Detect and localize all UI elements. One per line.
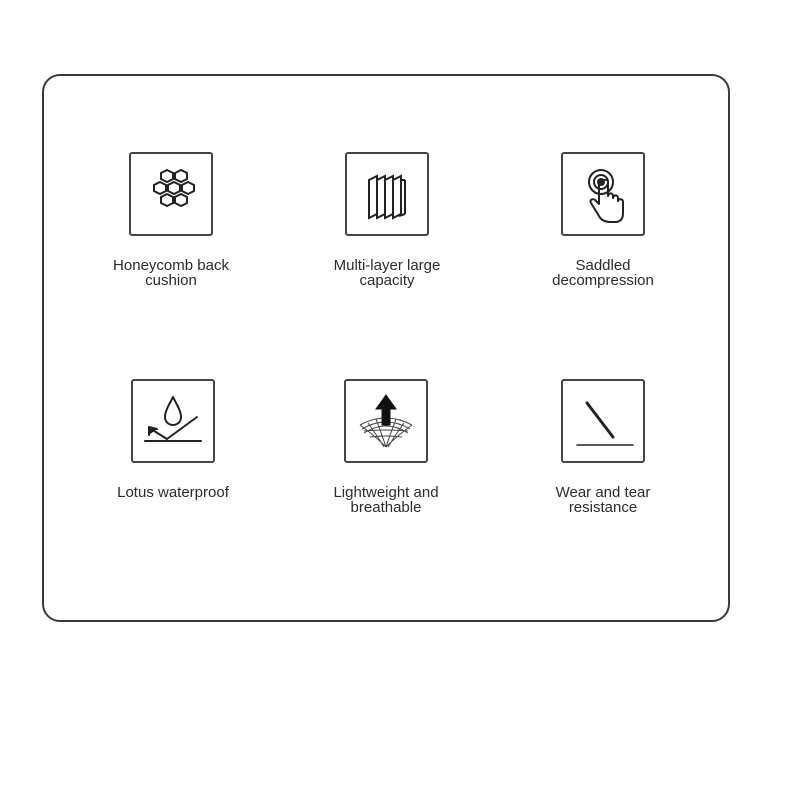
feature-honeycomb-back-cushion — [81, 152, 261, 288]
feature-label: Lotus waterproof — [117, 484, 229, 501]
water-drop-icon — [131, 379, 215, 463]
breathable-arrow-icon — [344, 379, 428, 463]
touch-hand-icon — [561, 152, 645, 236]
feature-label: Lightweight and breathable — [333, 484, 439, 516]
feature-label: Wear and tear resistance — [555, 484, 651, 516]
feature-wear-and-tear-resistance — [513, 379, 693, 515]
feature-lightweight-and-breathable — [296, 379, 476, 515]
pen-scratch-icon — [561, 379, 645, 463]
layers-icon — [345, 152, 429, 236]
feature-label: Saddled decompression — [552, 257, 654, 289]
feature-multi-layer-large-capacity — [297, 152, 477, 288]
honeycomb-icon — [129, 152, 213, 236]
feature-label: Honeycomb back cushion — [113, 257, 229, 289]
feature-saddled-decompression — [513, 152, 693, 288]
feature-label: Multi-layer large capacity — [333, 257, 441, 289]
feature-lotus-waterproof — [83, 379, 263, 500]
